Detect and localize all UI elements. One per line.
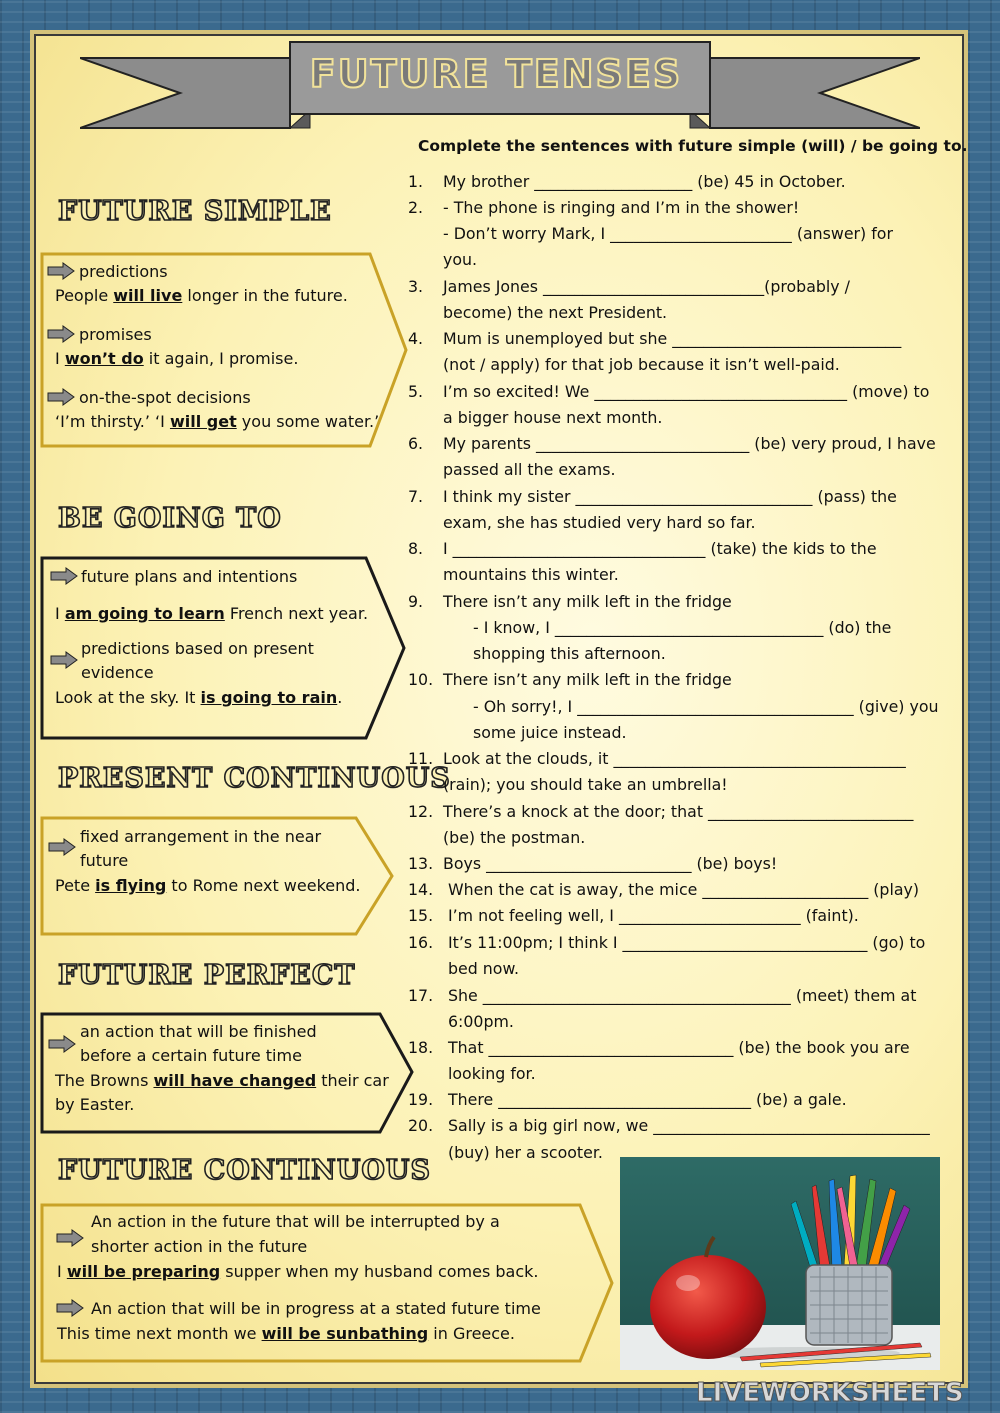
heading-present-continuous: PRESENT CONTINUOUS xyxy=(58,763,451,794)
rule-label: An action that will be in progress at a stated future time xyxy=(91,1299,541,1318)
arrow-icon xyxy=(50,651,78,669)
arrow-icon xyxy=(48,838,76,856)
arrow-icon xyxy=(47,388,75,406)
rule-label: future plans and intentions xyxy=(81,567,298,586)
rule-label: on-the-spot decisions xyxy=(79,388,251,407)
rule-example: ‘I’m thirsty.’ ‘I will get you some water.’ xyxy=(55,412,380,431)
rule-label: predictions xyxy=(79,262,168,281)
rule-label: promises xyxy=(79,325,152,344)
apple-pencils-photo xyxy=(620,1157,940,1370)
heading-future-simple: FUTURE SIMPLE xyxy=(58,196,332,227)
arrow-icon xyxy=(50,567,78,585)
rule-label: fixed arrangement in the near xyxy=(80,827,322,846)
heading-future-continuous: FUTURE CONTINUOUS xyxy=(58,1155,431,1186)
rule-example: Look at the sky. It is going to rain. xyxy=(55,688,343,707)
arrow-icon xyxy=(56,1299,84,1317)
arrow-icon xyxy=(56,1229,84,1247)
heading-be-going-to: BE GOING TO xyxy=(58,503,282,534)
instruction: Complete the sentences with future simple (will) / be going to. xyxy=(418,137,968,155)
rule-label: An action in the future that will be interrupted by a xyxy=(91,1212,500,1231)
rule-example: I am going to learn French next year. xyxy=(55,604,369,623)
arrow-icon xyxy=(47,325,75,343)
rule-example: I won’t do it again, I promise. xyxy=(55,349,299,368)
rule-example: This time next month we will be sunbathing in Greece. xyxy=(57,1324,515,1343)
rule-label: future xyxy=(80,851,129,870)
arrow-icon xyxy=(48,1035,76,1053)
rule-example: I will be preparing supper when my husband comes back. xyxy=(57,1262,539,1281)
rule-label: an action that will be finished xyxy=(80,1022,317,1041)
rule-example-continued: by Easter. xyxy=(55,1095,135,1114)
rule-label: predictions based on present xyxy=(81,639,314,658)
heading-future-perfect: FUTURE PERFECT xyxy=(58,960,356,991)
page-title: FUTURE TENSES xyxy=(309,52,683,96)
rule-label: shorter action in the future xyxy=(91,1237,308,1256)
liveworksheets-watermark: LIVEWORKSHEETS xyxy=(696,1378,964,1408)
rule-example: The Browns will have changed their car xyxy=(55,1071,389,1090)
rule-label: evidence xyxy=(81,663,154,682)
rule-example: People will live longer in the future. xyxy=(55,286,348,305)
arrow-icon xyxy=(47,262,75,280)
rule-example: Pete is flying to Rome next weekend. xyxy=(55,876,361,895)
rule-label: before a certain future time xyxy=(80,1046,302,1065)
